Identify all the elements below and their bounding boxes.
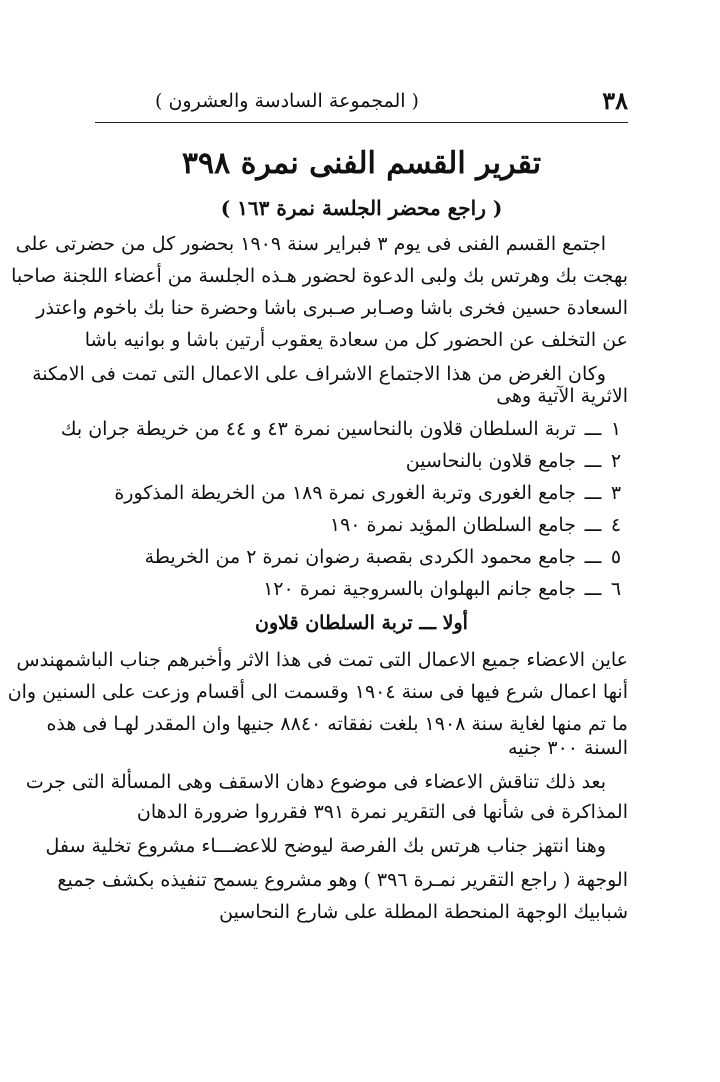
list-item-text: جامع الغورى وتربة الغورى نمرة ١٨٩ من الخريطة المذكورة [114, 482, 576, 504]
list-item-number: ٢ [610, 450, 622, 472]
text-line: ما تم منها لغاية سنة ١٩٠٨ بلغت نفقاته ٨٨٤٠ جنيها وان المقدر لهـا فى هذه [46, 713, 628, 735]
running-title: ( المجموعة السادسة والعشرون ) [155, 90, 419, 112]
list-item-number: ١ [610, 418, 622, 440]
text-line: الوجهة ( راجع التقرير نمـرة ٣٩٦ ) وهو مشروع يسمح تنفيذه بكشف جميع [57, 869, 628, 891]
text-line: وهنا انتهز جناب هرتس بك الفرصة ليوضح للاعضـــاء مشروع تخلية سفل [45, 835, 606, 857]
list-item-text: جامع محمود الكردى بقصبة رضوان نمرة ٢ من الخريطة [144, 546, 576, 568]
text-line: وكان الغرض من هذا الاجتماع الاشراف على الاعمال التى تمت فى الامكنة [32, 363, 606, 385]
report-subtitle: ( راجع محضر الجلسة نمرة ١٦٣ ) [220, 196, 503, 220]
list-item-text: جامع جانم البهلوان بالسروجية نمرة ١٢٠ [263, 578, 576, 600]
list-item-dash: ـــ [584, 482, 602, 504]
list-item-text: تربة السلطان قلاون بالنحاسين نمرة ٤٣ و ٤٤ من خريطة جران بك [60, 418, 576, 440]
list-item-dash: ـــ [584, 450, 602, 472]
list-item [406, 446, 628, 476]
text-line: شبابيك الوجهة المنحطة المطلة على شارع النحاسين [219, 901, 628, 923]
text-line: عاين الاعضاء جميع الاعمال التى تمت فى هذا الاثر وأخبرهم جناب الباشمهندس [16, 649, 628, 671]
list-item [145, 542, 628, 572]
section-heading: أولا ـــ تربة السلطان قلاون [255, 612, 468, 634]
page-header [95, 82, 628, 123]
text-line: الاثرية الآتية وهى [496, 385, 628, 407]
list-item-number: ٥ [610, 546, 622, 568]
report-title: تقرير القسم الفنى نمرة ٣٩٨ [181, 146, 542, 181]
text-line: أنها اعمال شرع فيها فى سنة ١٩٠٤ وقسمت الى أقسام وزعت على السنين وان [7, 681, 628, 703]
page-number: ٣٨ [602, 86, 628, 115]
list-item-number: ٣ [610, 482, 622, 504]
list-item-dash: ـــ [584, 514, 602, 536]
list-item [114, 478, 628, 508]
text-line: المذاكرة فى شأنها فى التقرير نمرة ٣٩١ فقرروا ضرورة الدهان [136, 801, 628, 823]
text-line: بهجت بك وهرتس بك ولبى الدعوة لحضور هـذه الجلسة من أعضاء اللجنة صاحبا [11, 265, 628, 287]
text-line: اجتمع القسم الفنى فى يوم ٣ فبراير سنة ١٩٠٩ بحضور كل من حضرتى على [15, 233, 606, 255]
list-item [330, 510, 628, 540]
list-item-text: جامع قلاون بالنحاسين [405, 450, 576, 472]
list-item [61, 414, 628, 444]
text-line: السنة ٣٠٠ جنيه [507, 737, 628, 759]
list-item-dash: ـــ [584, 578, 602, 600]
list-item [263, 574, 628, 604]
list-item-dash: ـــ [584, 546, 602, 568]
list-item-number: ٦ [610, 578, 622, 600]
list-item-text: جامع السلطان المؤيد نمرة ١٩٠ [329, 514, 576, 536]
list-item-number: ٤ [610, 514, 622, 536]
list-item-dash: ـــ [584, 418, 602, 440]
text-line: بعد ذلك تناقش الاعضاء فى موضوع دهان الاسقف وهى المسألة التى جرت [25, 771, 606, 793]
text-line: السعادة حسين فخرى باشا وصـابر صـبرى باشا وحضرة حنا بك باخوم واعتذر [36, 297, 628, 319]
text-line: عن التخلف عن الحضور كل من سعادة يعقوب أرتين باشا و بوانيه باشا [84, 329, 628, 351]
